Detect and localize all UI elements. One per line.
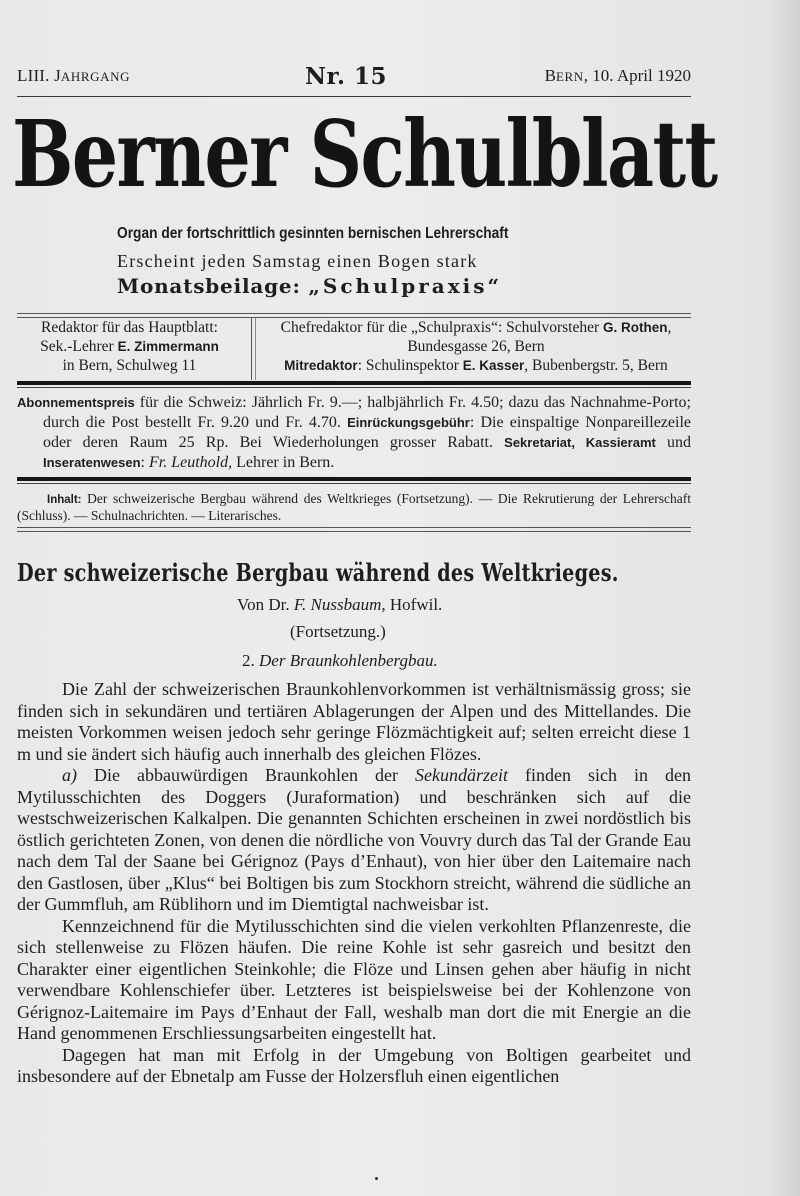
divider-rule bbox=[17, 483, 691, 484]
subtitle-supplement: Monatsbeilage: „Schulpraxis“ bbox=[117, 274, 502, 298]
editor-main-name-line: Sek.-Lehrer E. Zimmermann bbox=[40, 338, 219, 355]
subscription-paragraph: Abonnementspreis für die Schweiz: Jährlich Fr. 9.—; halbjährlich Fr. 4.50; dazu das Nachnahme-Porto; durch die Post bestellt Fr. 9.20 und Fr. 4.70. Einrückungsgebühr: Die einspaltige Nonpareillezeile oder deren Raum 25 Rp. Bei Wiederholungen grosser Rabatt. Sekretariat, Kassieramt und Inseratenwesen: Fr. Leuthold, Lehrer in Bern. bbox=[17, 394, 691, 471]
place-date: BERN, 10. April 1920 bbox=[544, 66, 691, 85]
article-title: Der schweizerische Bergbau während des Weltkrieges. bbox=[17, 558, 619, 587]
editor-main bbox=[17, 318, 242, 375]
divider-rule bbox=[17, 387, 691, 388]
contents-paragraph: Inhalt: Der schweizerische Bergbau während des Weltkrieges (Fortsetzung). — Die Rekrutierung der Lehrerschaft (Schluss). — Schulnachrichten. — Literarisches. bbox=[17, 491, 691, 523]
paragraph: Kennzeichnend für die Mytilusschichten sind die vielen verkohlten Pflanzenreste, die sich stellenweise zu Flözen häufen. Die reine Kohle ist sehr gasreich und besitzt den Charakter einer eigentlichen Steinkohle; die Flöze und Linsen gehen aber häufig in nicht verwendbare Kohlenschiefer über. Letzteres ist beispielsweise bei der Kohlenzone von Gérignoz-Laitemaire im Pays d’Enhaut der Fall, weshalb man dort die mit Energie an die Hand genommenen Erschliessungsarbeiten eingestellt hat. bbox=[17, 915, 691, 1043]
subtitle-organ: Organ der fortschrittlich gesinnten bernischen Lehrerschaft bbox=[117, 225, 509, 242]
section-heading: 2. Der Braunkohlenbergbau. bbox=[242, 651, 438, 670]
newspaper-title: Berner Schulblatt bbox=[12, 100, 717, 208]
print-speck bbox=[375, 1177, 378, 1180]
editor-supplement bbox=[261, 318, 691, 375]
chief-editor-address: Bundesgasse 26, Bern bbox=[407, 338, 545, 355]
paragraph: Dagegen hat man mit Erfolg in der Umgebung von Boltigen gearbeitet und insbesondere auf der Ebnetalp am Fusse der Holzersfluh einen eigentlichen bbox=[17, 1044, 691, 1086]
table-of-contents bbox=[17, 491, 691, 523]
article-body bbox=[17, 679, 691, 1088]
subtitle-frequency: Erscheint jeden Samstag einen Bogen stark bbox=[117, 251, 478, 271]
paragraph: a) Die abbauwürdigen Braunkohlen der Sekundärzeit finden sich in den Mytilusschichten des Doggers (Juraformation) und beschränken sich auf die westschweizerischen Kalkalpen. Die genannten Schichten erscheinen in zwei nordöstlich bis östlich gerichteten Zonen, von denen die nördliche von Vouvry durch das Tal der Grande Eau nach dem Tal der Saane bei Gérignoz (Pays d’Enhaut), von hier über den Laitemaire nach den Gastlosen, über „Klus“ bei Boltigen bis zum Stockhorn streicht, während die südliche an der Gummfluh, am Rüblihorn und im Diemtigtal nachweisbar ist. bbox=[17, 765, 691, 914]
editor-main-address: in Bern, Schulweg 11 bbox=[62, 357, 197, 374]
heavy-rule bbox=[17, 477, 691, 481]
volume-label: LIII. JAHRGANG bbox=[17, 66, 131, 85]
masthead-topline bbox=[17, 63, 691, 90]
divider-rule bbox=[17, 96, 691, 97]
column-divider bbox=[255, 318, 256, 380]
chief-editor-line: Chefredaktor für die „Schulpraxis“: Schulvorsteher G. Rothen, bbox=[280, 319, 672, 336]
editors-box bbox=[17, 318, 691, 378]
column-divider bbox=[251, 318, 252, 380]
co-editor-line: Mitredaktor: Schulinspektor E. Kasser, Bubenbergstr. 5, Bern bbox=[284, 357, 668, 374]
subscription-info bbox=[17, 393, 691, 473]
article-byline: Von Dr. F. Nussbaum, Hofwil. bbox=[237, 595, 443, 614]
continuation-note: (Fortsetzung.) bbox=[290, 622, 386, 641]
issue-number: Nr. 15 bbox=[305, 63, 388, 90]
paragraph: Die Zahl der schweizerischen Braunkohlenvorkommen ist verhältnismässig gross; sie finden sich in sekundären und tertiären Ablagerungen der Alpen und des Mittellandes. Die meisten Vorkommen weisen jedoch sehr geringe Flözmächtigkeit auf; selten erreicht diese 1 m und sie ändert sich häufig auch innerhalb des gleichen Flözes. bbox=[17, 679, 691, 764]
divider-rule bbox=[17, 527, 691, 532]
editor-main-role: Redaktor für das Hauptblatt: bbox=[41, 319, 218, 336]
heavy-rule bbox=[17, 381, 691, 385]
